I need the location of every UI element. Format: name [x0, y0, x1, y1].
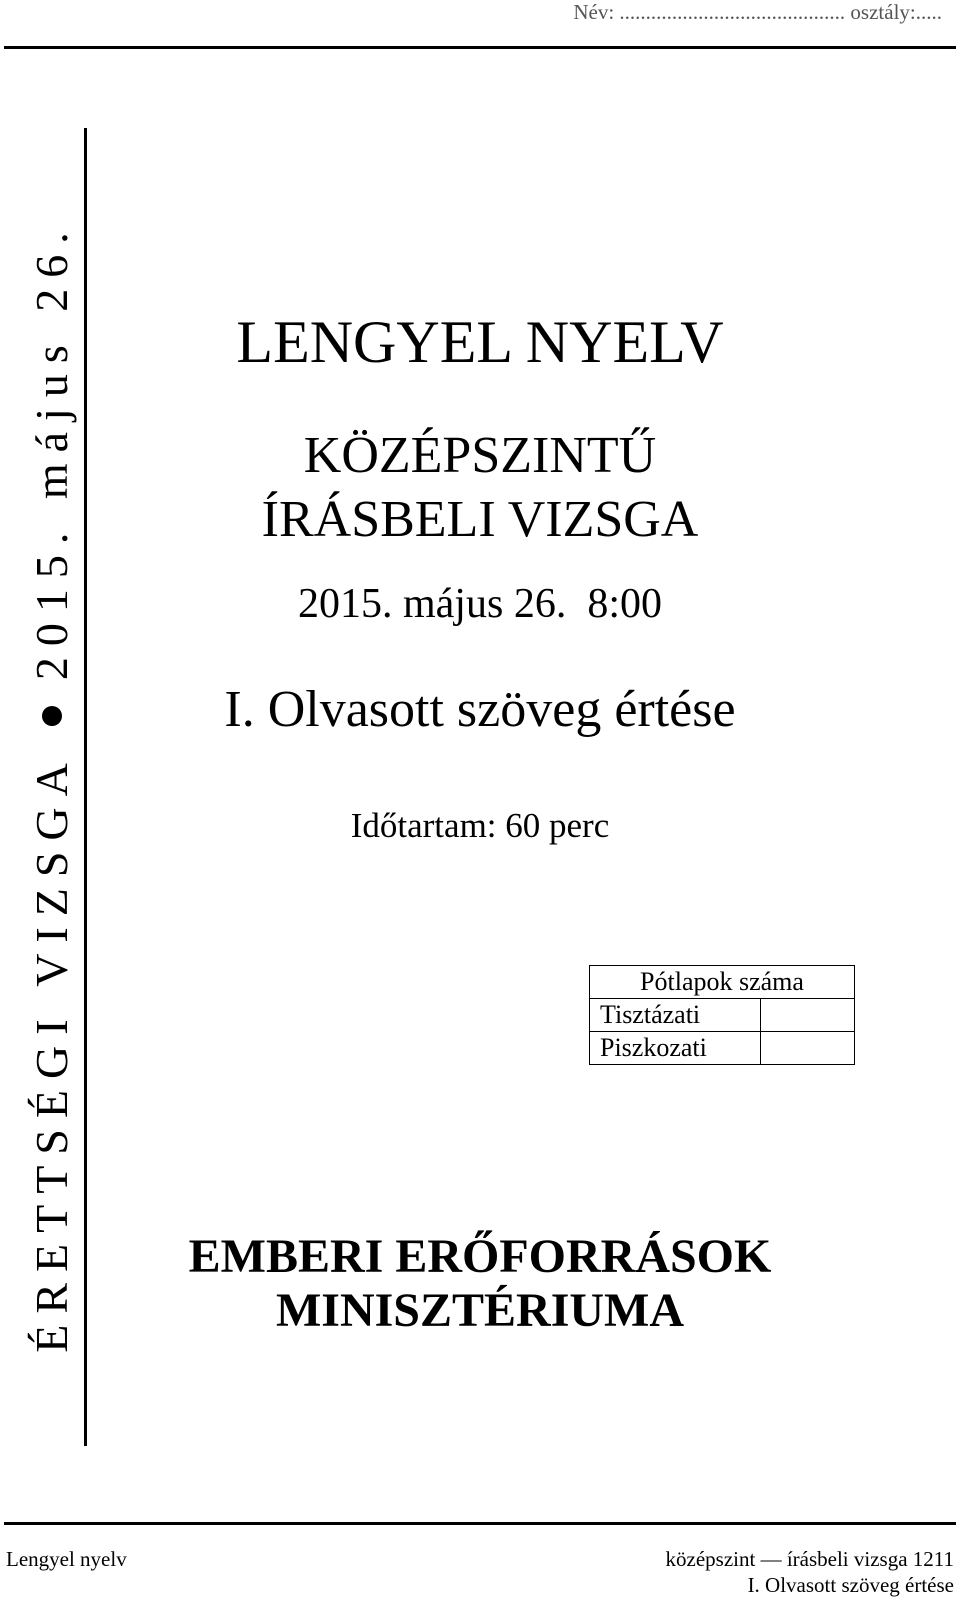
- table-row: [590, 999, 855, 1032]
- top-divider: [4, 46, 956, 49]
- level-title-line1: KÖZÉPSZINTŰ: [303, 427, 657, 484]
- class-field[interactable]: .....: [915, 0, 942, 24]
- footer-subject: Lengyel nyelv: [6, 1547, 127, 1571]
- exam-time: 8:00: [587, 581, 662, 627]
- bottom-divider: [4, 1522, 956, 1525]
- part-title: I. Olvasott szöveg értése: [224, 681, 736, 738]
- table-header-row: [590, 966, 855, 999]
- name-field[interactable]: ...........................................: [619, 0, 846, 24]
- table-row: [590, 1032, 855, 1065]
- name-label: Név:: [573, 0, 615, 24]
- ministry-name: [100, 1230, 860, 1338]
- exam-datetime: [100, 578, 860, 630]
- footer-part-name: I. Olvasott szöveg értése: [747, 1573, 954, 1597]
- table-header: Pótlapok száma: [590, 966, 855, 999]
- table-row-label: Tisztázati: [590, 999, 761, 1032]
- footer-exam-info: [666, 1546, 954, 1598]
- sidebar-exam-date: 2015. május 26.: [26, 221, 77, 681]
- subject-title: LENGYEL NYELV: [236, 309, 724, 375]
- student-info-header: [573, 0, 942, 25]
- ministry-line1: EMBERI ERŐFORRÁSOK: [188, 1230, 772, 1283]
- table-row-value[interactable]: [761, 1032, 855, 1065]
- ministry-line2: MINISZTÉRIUMA: [275, 1284, 685, 1337]
- sidebar-exam-name: ÉRETTSÉGI VIZSGA: [26, 752, 77, 1353]
- exam-duration: Időtartam: 60 perc: [350, 806, 610, 845]
- extra-sheets-table: [589, 965, 855, 1065]
- sidebar-exam-banner: [20, 128, 84, 1446]
- level-title-line2: ÍRÁSBELI VIZSGA: [261, 491, 699, 548]
- level-title: [100, 424, 860, 552]
- sidebar-divider: [84, 128, 87, 1446]
- bullet-dot-icon: [42, 706, 62, 726]
- table-row-value[interactable]: [761, 999, 855, 1032]
- exam-date: 2015. május 26.: [298, 581, 567, 627]
- class-label: osztály:: [850, 0, 916, 24]
- table-row-label: Piszkozati: [590, 1032, 761, 1065]
- footer-exam-code: középszint — írásbeli vizsga 1211: [665, 1547, 954, 1571]
